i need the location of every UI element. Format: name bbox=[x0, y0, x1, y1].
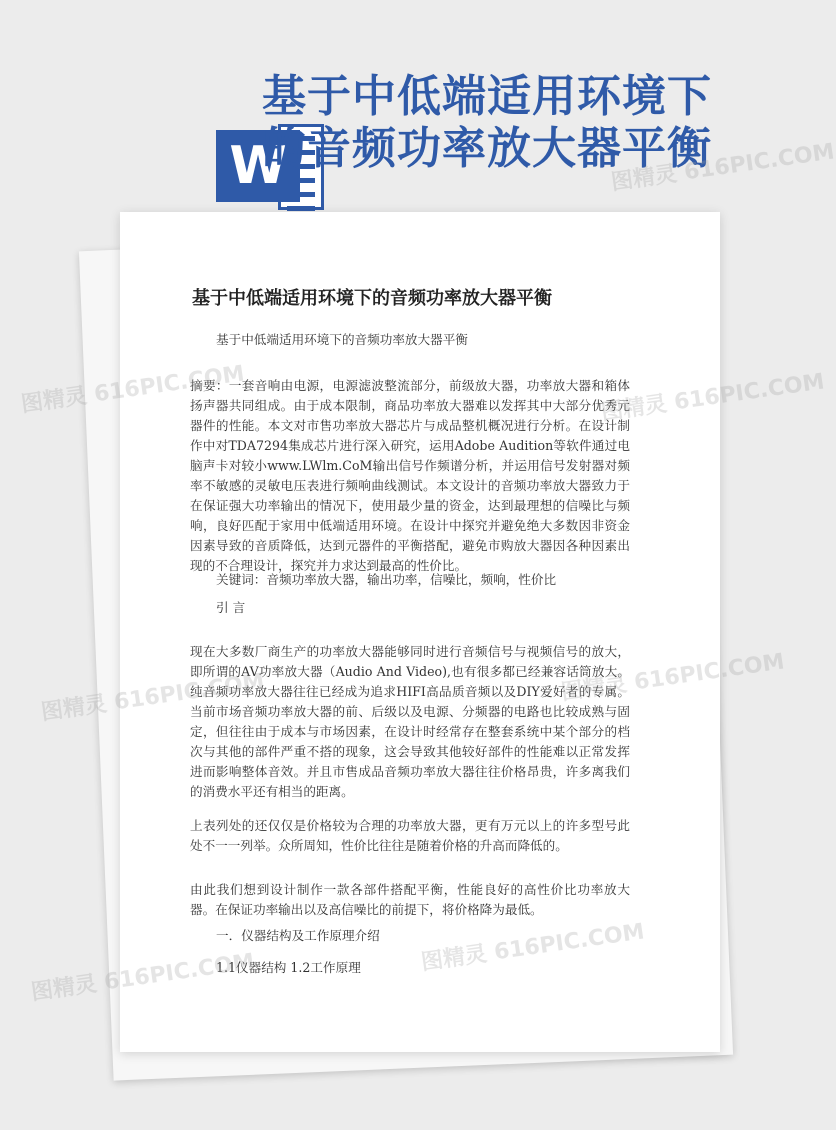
watermark-text: 图精灵 616PIC.COM bbox=[609, 139, 836, 196]
abstract-paragraph: 摘要：一套音响由电源，电源滤波整流部分，前级放大器，功率放大器和箱体扬声器共同组成。由于成本限制，商品功率放大器难以发挥其中大部分优秀元器件的性能。本文对市售功率放大器芯片与成品整机概况进行分析。在设计制作中对TDA7294集成芯片进行深入研究，运用Adobe Audition等软件通过电脑声卡对较小www.LWlm.CoM输出信号作频谱分析，并运用信号发射器对频率不敏感的灵敏电压表进行频响曲线测试。本文设计的音频功率放大器致力于在保证强大功率输出的情况下，使用最少量的资金，达到最理想的信噪比与频响，良好匹配于家用中低端适用环境。在设计中探究并避免绝大多数因非资金因素导致的音质降低，达到元器件的平衡搭配，避免市购放大器因各种因素出现的不合理设计，探究并力求达到最高的性价比。 bbox=[190, 378, 630, 573]
intro-paragraph-1: 现在大多数厂商生产的功率放大器能够同时进行音频信号与视频信号的放大，即所谓的AV功率放大器（Audio And Video),也有很多都已经兼容话筒放大。纯音频功率放大器往往已经成为追求HIFI高品质音频以及DIY爱好者的专属。当前市场音频功率放大器的前、后级以及电源、分频器的电路也比较成熟与固定，但往往由于成本与市场因素，在设计时经常存在整套系统中某个部分的档次与其他的部件严重不搭的现象，这会导致其他较好部件的性能难以正常发挥进而影响整体音效。并且市售成品音频功率放大器往往价格昂贵，许多离我们的消费水平还有相当的距离。 bbox=[190, 644, 630, 799]
watermark-text: 图精灵 616PIC.COM bbox=[559, 649, 787, 706]
watermark-text: 图精灵 616PIC.COM bbox=[419, 919, 647, 976]
document-title: 基于中低端适用环境下的音频功率放大器平衡 bbox=[192, 288, 552, 309]
document-subtitle: 基于中低端适用环境下的音频功率放大器平衡 bbox=[216, 332, 468, 347]
section-1-heading: 一．仪器结构及工作原理介绍 bbox=[216, 928, 380, 943]
banner-title-line-2: 的音频功率放大器平衡 bbox=[262, 123, 712, 174]
banner-title-line-1: 基于中低端适用环境下 bbox=[262, 71, 712, 122]
watermark-text: 图精灵 616PIC.COM bbox=[29, 949, 257, 1006]
watermark-text: 图精灵 616PIC.COM bbox=[599, 369, 827, 426]
intro-paragraph-3: 由此我们想到设计制作一款各部件搭配平衡，性能良好的高性价比功率放大器。在保证功率输出以及高信噪比的前提下，将价格降为最低。 bbox=[190, 882, 630, 917]
watermark-text: 图精灵 616PIC.COM bbox=[19, 361, 247, 418]
intro-heading: 引 言 bbox=[216, 600, 246, 615]
watermark-text: 图精灵 616PIC.COM bbox=[39, 669, 267, 726]
word-document-icon bbox=[108, 58, 287, 196]
word-letter-icon: W bbox=[216, 130, 300, 202]
section-1-subheadings: 1.1仪器结构 1.2工作原理 bbox=[216, 960, 361, 975]
keywords-line: 关键词：音频功率放大器，输出功率，信噪比，频响，性价比 bbox=[216, 572, 557, 587]
intro-paragraph-2: 上表列处的还仅仅是价格较为合理的功率放大器，更有万元以上的许多型号此处不一一列举。众所周知，性价比往往是随着价格的升高而降低的。 bbox=[190, 818, 630, 853]
